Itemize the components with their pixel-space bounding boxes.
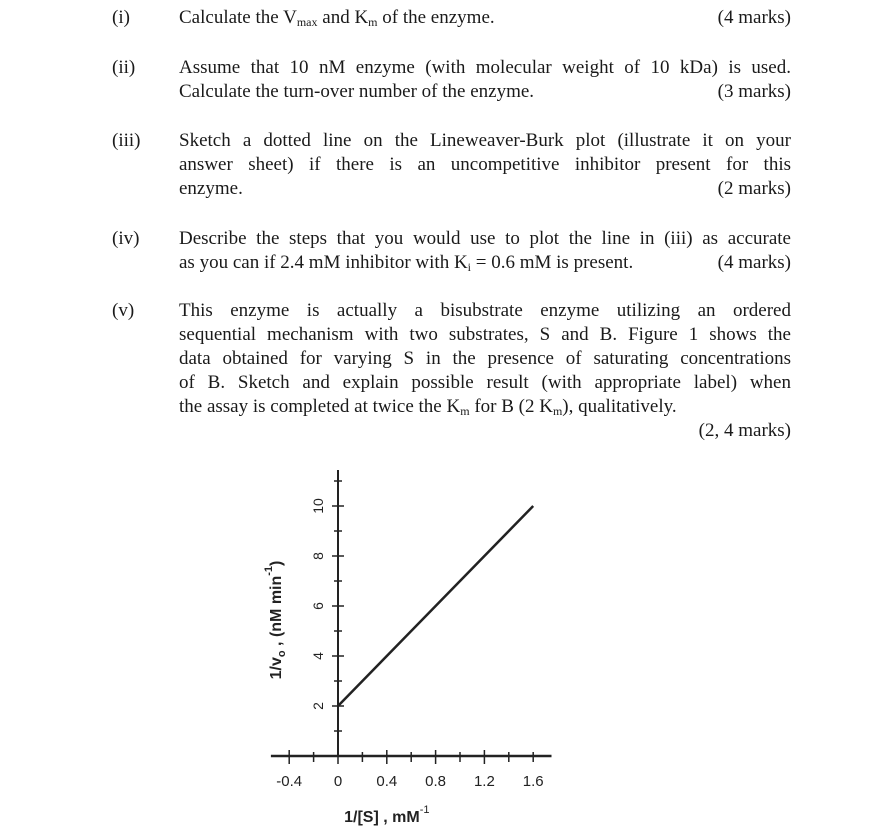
question-line: enzyme.	[179, 178, 243, 199]
question-i	[112, 6, 802, 30]
question-number: (ii)	[112, 57, 136, 78]
question-marks: (4 marks)	[717, 252, 791, 273]
question-iv	[112, 227, 802, 275]
question-line: as you can if 2.4 mM inhibitor with $K_i = 0.6$ mM is present.	[179, 252, 634, 274]
question-marks: (2 marks)	[717, 178, 791, 199]
question-iii	[112, 129, 802, 201]
lineweaver-burk-chart	[255, 470, 575, 830]
y-tick-label: 4	[310, 652, 326, 660]
x-tick-label: 0.4	[376, 773, 398, 790]
question-line: sequential mechanism with two substrates, S and B. Figure 1 shows the	[179, 324, 791, 345]
x-tick-label: 0.8	[425, 773, 447, 790]
question-ii	[112, 56, 802, 104]
question-line: This enzyme is actually a bisubstrate enzyme utilizing an ordered	[179, 300, 791, 321]
chart-labels	[263, 498, 544, 826]
question-number: (v)	[112, 300, 135, 321]
question-line: Sketch a dotted line on the Lineweaver-Burk plot (illustrate it on your	[179, 130, 791, 151]
question-number: (i)	[112, 7, 130, 28]
x-tick-label: 0	[333, 773, 343, 790]
y-tick-label: 10	[310, 498, 326, 514]
question-number: (iii)	[112, 130, 141, 151]
question-number: (iv)	[112, 228, 140, 249]
question-line: answer sheet) if there is an uncompetitive inhibitor present for this	[179, 154, 791, 175]
question-line: of B. Sketch and explain possible result (with appropriate label) when	[179, 372, 791, 393]
question-text	[179, 6, 791, 30]
question-text	[179, 227, 791, 275]
chart-series	[338, 506, 533, 706]
chart-ticks	[289, 481, 533, 764]
question-line: Calculate the $V_{max}$ and $K_m$ of the enzyme.	[179, 7, 495, 29]
question-marks: (3 marks)	[717, 81, 791, 102]
series-line	[338, 506, 533, 706]
question-line: data obtained for varying S in the presence of saturating concentrations	[179, 348, 791, 369]
question-text	[179, 129, 791, 201]
y-tick-label: 8	[310, 552, 326, 560]
y-axis-label: $1/v_o$ , (nM $\min^{-1}$)	[263, 560, 288, 680]
y-tick-label: 6	[310, 602, 326, 610]
x-tick-label: 1.6	[522, 773, 544, 790]
question-v	[112, 299, 802, 443]
question-text	[179, 56, 791, 104]
x-tick-label: -0.4	[276, 773, 303, 790]
question-line: Assume that 10 nM enzyme (with molecular weight of 10 kDa) is used.	[179, 57, 791, 78]
y-tick-label: 2	[310, 702, 326, 710]
x-tick-label: 1.2	[473, 773, 495, 790]
question-line: Describe the steps that you would use to plot the line in (iii) as accurate	[179, 228, 791, 249]
x-axis-label: 1/[S] , $mM^{-1}$	[344, 804, 430, 826]
question-line: Calculate the turn-over number of the enzyme.	[179, 81, 535, 102]
question-line: the assay is completed at twice the $K_m$ for B (2 $K_m$), qualitatively.	[179, 396, 677, 418]
question-text	[179, 299, 791, 443]
question-marks: (2, 4 marks)	[698, 420, 791, 441]
question-marks: (4 marks)	[717, 7, 791, 28]
